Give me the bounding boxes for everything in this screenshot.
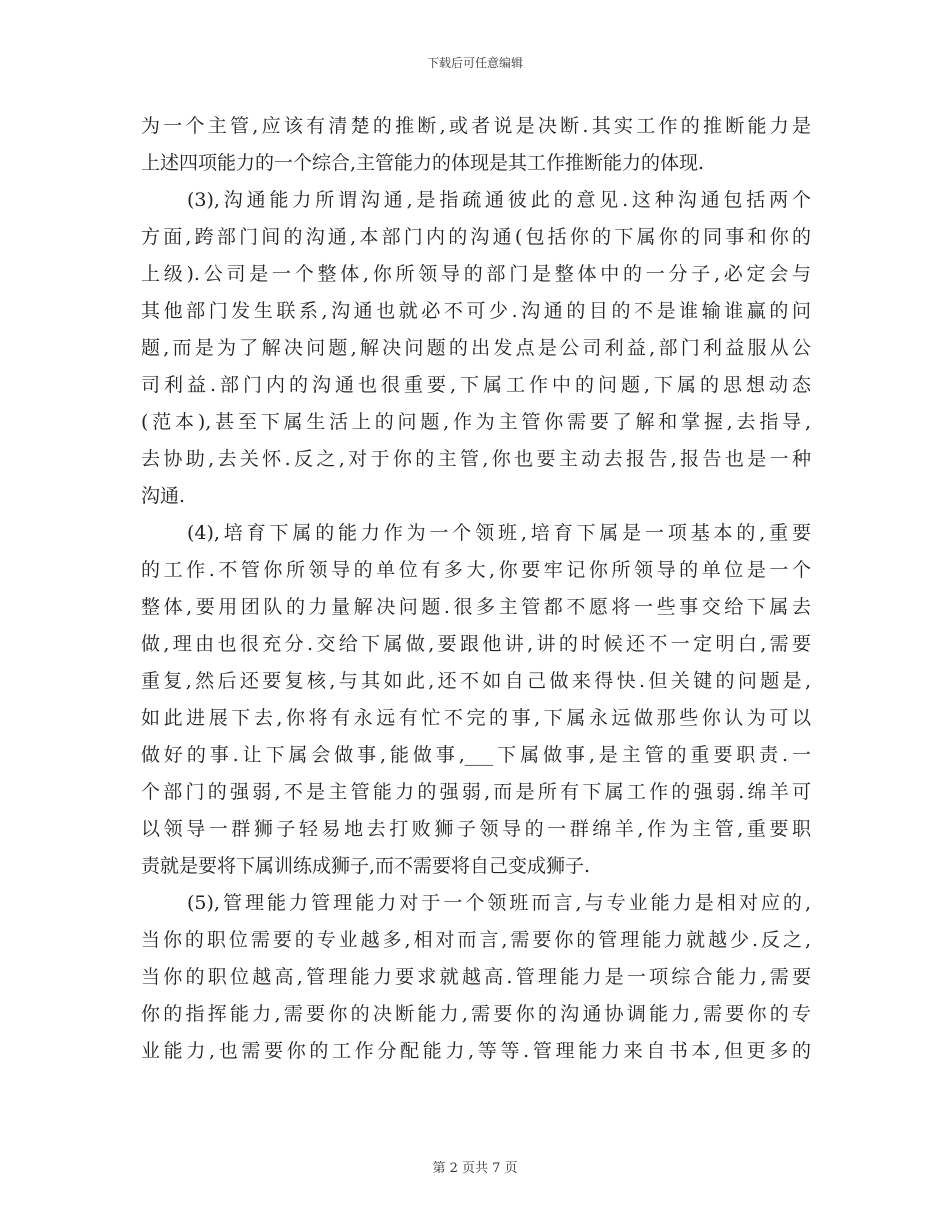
text-line: 其他部门发生联系,沟通也就必不可少.沟通的目的不是谁输谁赢的问: [141, 300, 811, 322]
text-line: 你的指挥能力,需要你的决断能力,需要你的沟通协调能力,需要你的专: [141, 1003, 811, 1025]
text-line: 责就是要将下属训练成狮子,而不需要将自己变成狮子.: [141, 855, 591, 877]
text-line: 去协助,去关怀.反之,对于你的主管,你也要主动去报告,报告也是一种: [141, 448, 811, 470]
text-line: 的工作.不管你所领导的单位有多大,你要牢记你所领导的单位是一个: [141, 559, 811, 581]
text-line: 上级).公司是一个整体,你所领导的部门是整体中的一分子,必定会与: [141, 263, 811, 285]
text-line: 重复,然后还要复核,与其如此,还不如自己做来得快.但关键的问题是,: [141, 670, 811, 692]
text-line: 以领导一群狮子轻易地去打败狮子领导的一群绵羊,作为主管,重要职: [141, 818, 811, 840]
text-line: 如此进展下去,你将有永远有忙不完的事,下属永远做那些你认为可以: [141, 707, 811, 729]
text-line: 司利益.部门内的沟通也很重要,下属工作中的问题,下属的思想动态: [141, 374, 811, 396]
text-line: 业能力,也需要你的工作分配能力,等等.管理能力来自书本,但更多的: [141, 1040, 811, 1062]
text-line: 方面,跨部门间的沟通,本部门内的沟通(包括你的下属你的同事和你的: [141, 226, 811, 248]
text-line: 做,理由也很充分.交给下属做,要跟他讲,讲的时候还不一定明白,需要: [141, 633, 811, 655]
text-line: 为一个主管,应该有清楚的推断,或者说是决断.其实工作的推断能力是: [141, 115, 811, 137]
text-line: (3),沟通能力所谓沟通,是指疏通彼此的意见.这种沟通包括两个: [187, 189, 811, 211]
paragraph-1: [141, 108, 811, 182]
text-line: 沟通.: [141, 485, 186, 507]
paragraph-3: [141, 515, 811, 885]
text-line: 个部门的强弱,不是主管能力的强弱,而是所有下属工作的强弱.绵羊可: [141, 781, 811, 803]
text-line: 当你的职位越高,管理能力要求就越高.管理能力是一项综合能力,需要: [141, 966, 811, 988]
text-line: 整体,要用团队的力量解决问题.很多主管都不愿将一些事交给下属去: [141, 596, 811, 618]
paragraph-2: [141, 182, 811, 515]
text-line: (范本),甚至下属生活上的问题,作为主管你需要了解和掌握,去指导,: [141, 411, 811, 433]
text-line: 题,而是为了解决问题,解决问题的出发点是公司利益,部门利益服从公: [141, 337, 811, 359]
text-line: 上述四项能力的一个综合,主管能力的体现是其工作推断能力的体现.: [141, 152, 705, 174]
text-line: 当你的职位需要的专业越多,相对而言,需要你的管理能力就越少.反之,: [141, 929, 811, 951]
text-line: 做好的事.让下属会做事,能做事,___下属做事,是主管的重要职责.一: [141, 744, 811, 766]
document-body: [141, 108, 811, 1070]
text-line: (4),培育下属的能力作为一个领班,培育下属是一项基本的,重要: [187, 522, 811, 544]
paragraph-4: [141, 885, 811, 1070]
text-line: (5),管理能力管理能力对于一个领班而言,与专业能力是相对应的,: [187, 892, 811, 914]
page-number: 第 2 页共 7 页: [432, 1161, 518, 1176]
page-header: 下载后可任意编辑: [426, 56, 523, 70]
